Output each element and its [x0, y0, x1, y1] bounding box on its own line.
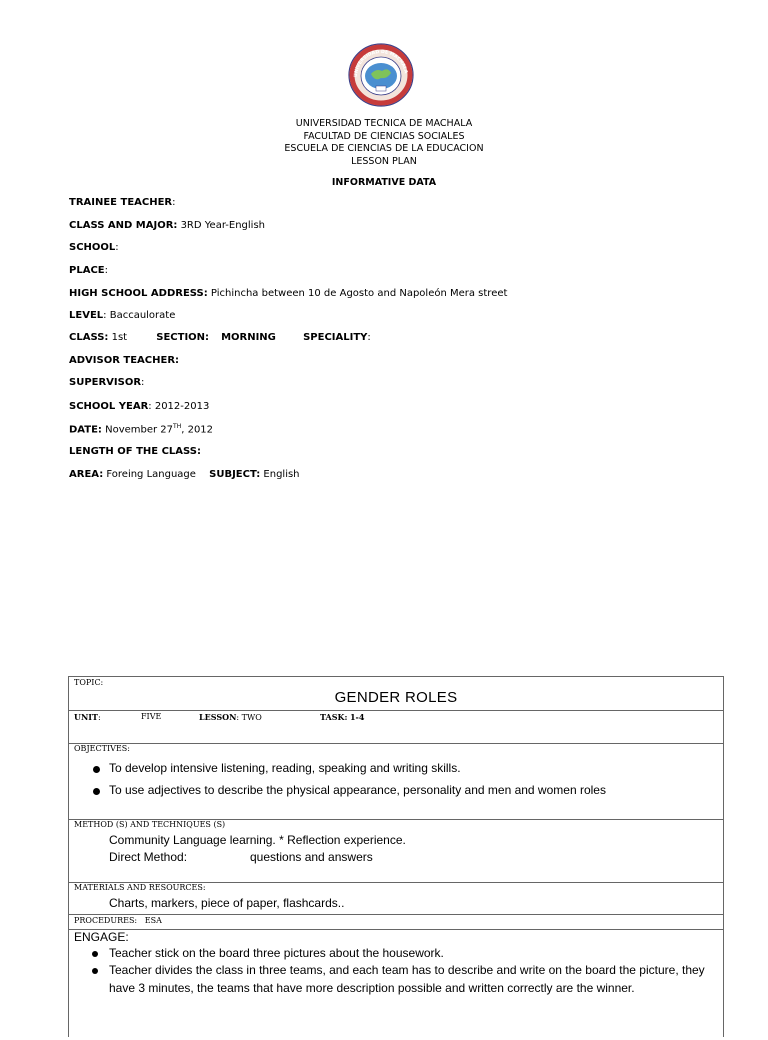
- lesson-field: LESSON: TWO: [199, 712, 262, 722]
- field-class-section: CLASS: 1st SECTION: MORNING SPECIALITY:: [69, 332, 371, 343]
- materials-value: Charts, markers, piece of paper, flashcards..: [109, 896, 345, 910]
- procedures-field: PROCEDURES: ESA: [74, 916, 162, 925]
- task-field: TASK: 1-4: [320, 712, 365, 722]
- field-address: HIGH SCHOOL ADDRESS: Pichincha between 10 de Agosto and Napoleón Mera street: [69, 288, 508, 299]
- bullet-icon: [93, 766, 100, 773]
- objective-item: To develop intensive listening, reading, speaking and writing skills.: [109, 761, 461, 775]
- engage-item: Teacher stick on the board three pictures about the housework.: [109, 945, 714, 963]
- field-supervisor: SUPERVISOR:: [69, 377, 145, 388]
- document-type: LESSON PLAN: [351, 155, 417, 167]
- field-class-major: CLASS AND MAJOR: 3RD Year-English: [69, 220, 266, 231]
- procedures-row: [69, 915, 723, 930]
- seal-ring-text: UNIVERSIDAD DE MACHALA: [353, 49, 408, 78]
- field-place: PLACE:: [69, 265, 108, 276]
- topic-label: TOPIC:: [74, 678, 104, 687]
- engage-item: Teacher divides the class in three teams, and each team has to describe and write on the board the picture, they have 3 minutes, the teams that have more description possible and written correctly are the winner.: [109, 962, 714, 997]
- unit-row: [69, 711, 723, 744]
- materials-row: [69, 883, 723, 915]
- materials-label: MATERIALS AND RESOURCES:: [74, 883, 206, 892]
- method-name: Direct Method:: [109, 850, 188, 864]
- method-technique: questions and answers: [250, 850, 373, 864]
- field-area-subject: AREA: Foreing Language SUBJECT: English: [69, 469, 300, 480]
- methods-row: [69, 820, 723, 883]
- bullet-icon: [92, 951, 98, 957]
- lesson-plan-table: [68, 676, 724, 1037]
- unit-field: UNIT:: [74, 712, 101, 722]
- topic-title: GENDER ROLES: [334, 689, 458, 706]
- field-trainee-teacher: TRAINEE TEACHER:: [69, 197, 176, 208]
- objectives-label: OBJECTIVES:: [74, 744, 130, 753]
- university-name: UNIVERSIDAD TECNICA DE MACHALA: [295, 118, 473, 129]
- methods-label: METHOD (S) AND TECHNIQUES (S): [74, 820, 226, 829]
- method-line: Community Language learning. * Reflection experience.: [109, 833, 406, 847]
- bullet-icon: [93, 788, 100, 795]
- section-title: INFORMATIVE DATA: [331, 177, 437, 188]
- field-level: LEVEL: Baccaulorate: [69, 310, 176, 321]
- school-name: ESCUELA DE CIENCIAS DE LA EDUCACION: [284, 143, 484, 154]
- field-advisor: ADVISOR TEACHER:: [69, 355, 180, 366]
- engage-label: ENGAGE:: [74, 930, 129, 944]
- field-date: DATE: November 27TH, 2012: [69, 423, 214, 436]
- topic-row: [69, 677, 723, 711]
- objectives-row: [69, 744, 723, 820]
- field-school-year: SCHOOL YEAR: 2012-2013: [69, 401, 210, 412]
- bullet-icon: [92, 968, 98, 974]
- field-length: LENGTH OF THE CLASS:: [69, 446, 201, 457]
- faculty-name: FACULTAD DE CIENCIAS SOCIALES: [303, 130, 465, 142]
- university-seal-logo: [346, 42, 416, 108]
- field-school: SCHOOL:: [69, 242, 119, 253]
- document-header: [0, 118, 768, 168]
- unit-value: FIVE: [141, 712, 162, 721]
- objective-item: To use adjectives to describe the physical appearance, personality and men and women roles: [109, 783, 606, 797]
